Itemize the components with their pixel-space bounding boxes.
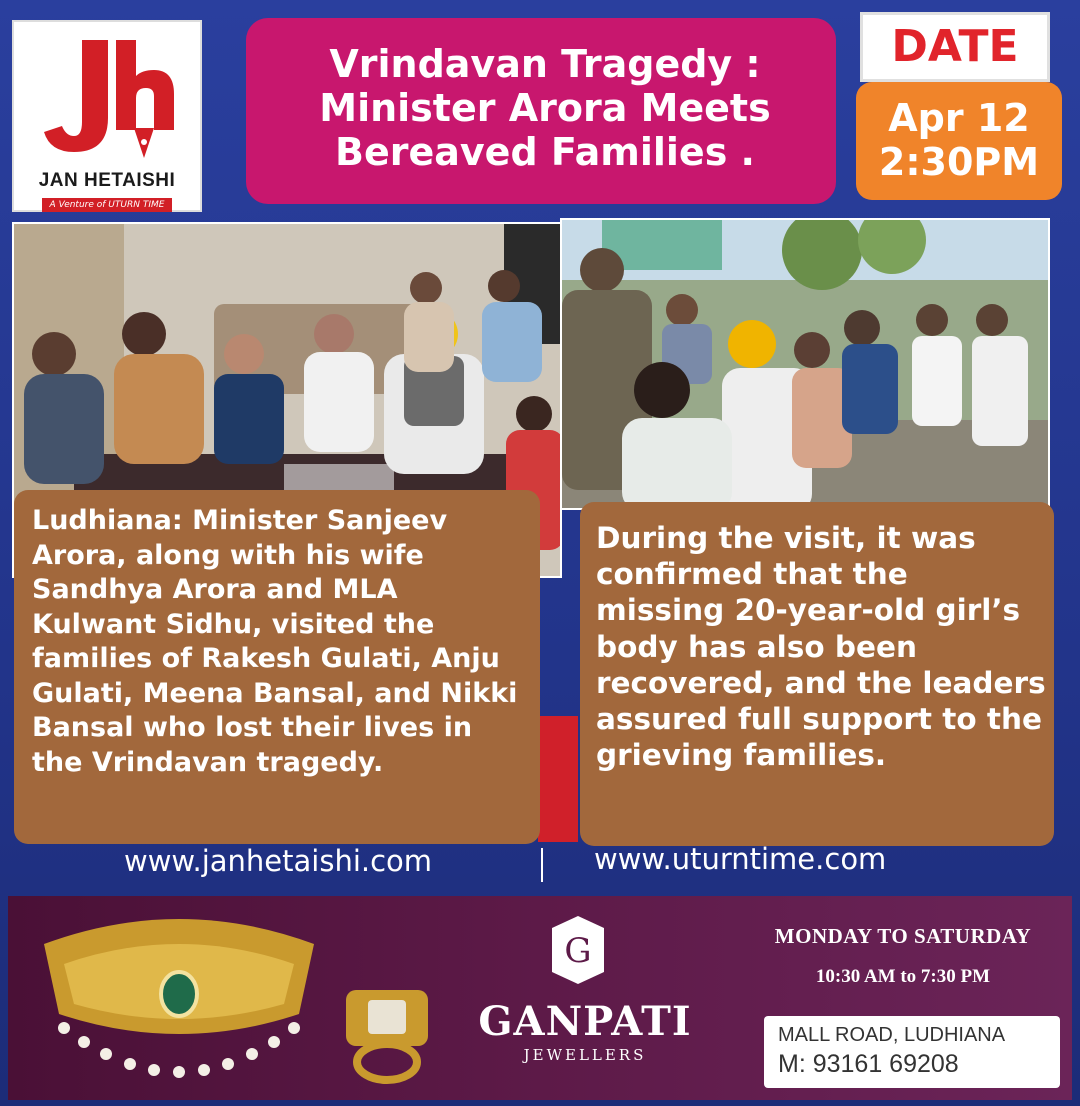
website-link-uturntime[interactable]: www.uturntime.com bbox=[594, 842, 887, 876]
gold-necklace-icon bbox=[34, 904, 324, 1090]
gold-ring-icon bbox=[330, 982, 444, 1086]
headline-line-2: Minister Arora Meets bbox=[319, 86, 771, 130]
ad-brand-name: GANPATI bbox=[478, 998, 692, 1045]
ad-phone[interactable]: M: 93161 69208 bbox=[778, 1050, 959, 1078]
g-monogram-icon bbox=[548, 914, 608, 986]
date-label: DATE bbox=[891, 21, 1019, 72]
websites-divider bbox=[541, 848, 543, 882]
background-sign-fragment bbox=[538, 716, 578, 842]
website-link-janhetaishi[interactable]: www.janhetaishi.com bbox=[124, 844, 433, 878]
ad-brand-subtitle: JEWELLERS bbox=[523, 1046, 647, 1064]
headline-line-3: Bereaved Families . bbox=[335, 130, 755, 174]
ad-address: MALL ROAD, LUDHIANA bbox=[778, 1024, 1006, 1046]
svg-text:G: G bbox=[564, 931, 592, 971]
jh-pen-logo-icon bbox=[38, 30, 178, 170]
websites-bar bbox=[0, 842, 1080, 886]
date-day: Apr 12 bbox=[888, 96, 1030, 140]
story-panel-left bbox=[14, 490, 540, 844]
story-left-text: Ludhiana: Minister Sanjeev Arora, along with his wife Sandhya Arora and MLA Kulwant Sidhu, visited the families of Rakesh Gulati, Anju Gulati, Meena Bansal, and Nikki Bansal who lost their lives in the Vrindavan tragedy. bbox=[32, 505, 518, 778]
ad-open-days: MONDAY TO SATURDAY bbox=[774, 924, 1032, 948]
logo-tagline: A Venture of UTURN TIME bbox=[42, 198, 172, 212]
photo-outdoor-gathering-icon bbox=[562, 220, 1050, 510]
story-panel-right bbox=[580, 502, 1054, 846]
logo-brand-name: JAN HETAISHI bbox=[38, 170, 176, 191]
date-time: 2:30PM bbox=[878, 140, 1040, 184]
jewellers-ad-banner[interactable] bbox=[8, 896, 1072, 1100]
photo-outdoor-gathering bbox=[560, 218, 1050, 510]
ad-open-hours: 10:30 AM to 7:30 PM bbox=[815, 966, 991, 987]
headline-banner bbox=[246, 18, 836, 204]
date-time-badge bbox=[856, 82, 1062, 200]
headline-line-1: Vrindavan Tragedy : bbox=[329, 42, 761, 86]
story-right-text: During the visit, it was confirmed that the missing 20-year-old girl’s body has also been recovered, and the leaders assured full support to the grieving families. bbox=[596, 521, 1046, 773]
jan-hetaishi-logo bbox=[12, 20, 202, 212]
